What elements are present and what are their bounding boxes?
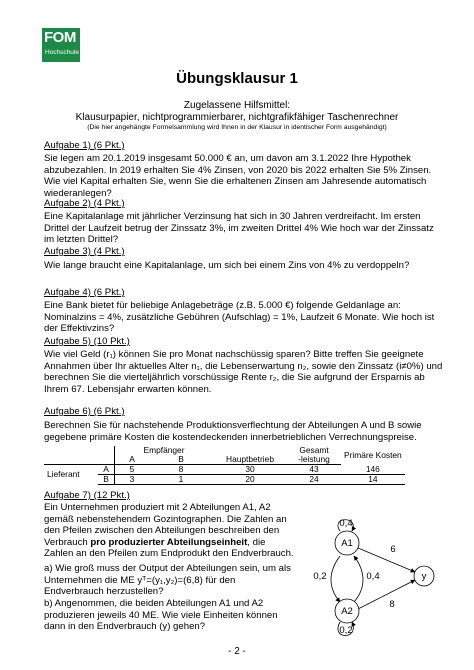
col-b-header: B (149, 455, 213, 465)
aufgabe-3-heading: Aufgabe 3) (4 Pkt.) (44, 246, 125, 257)
table-cell: 1 (149, 475, 213, 485)
logo-subtext: Hochschule (45, 49, 79, 56)
row-label: B (98, 475, 115, 485)
hilfsmittel-heading: Zugelassene Hilfsmittel: (183, 100, 291, 111)
aufgabe-2-text: Eine Kapitalanlage mit jährlicher Verzinsung hat sich in 30 Jahren verdreifacht. Im ersten Drittel der Laufzeit betrug der Zinssatz 3%, im zweiten Drittel 4% Wie hoch war der Zinssatz im letzten Drittel? (44, 211, 434, 245)
table-cell: 30 (245, 464, 255, 474)
node-a2-label: A2 (341, 606, 353, 617)
node-a1-label: A1 (341, 538, 353, 549)
col-a-header: A (115, 455, 150, 465)
gozintograph (300, 512, 450, 642)
table-cell: 3 (115, 475, 150, 485)
table-cell: 20 (213, 475, 287, 485)
self-loop-a1-label: 0,4 (339, 518, 353, 529)
aufgabe-7-question-b: b) Angenommen, die beiden Abteilungen A1 und A2 produzieren jeweils 40 ME. Wie viele Einheiten können dann in den Endverbrauch (y) gehen? (44, 598, 278, 632)
table-cell: 8 (178, 464, 184, 474)
table-cell: 146 (365, 463, 380, 474)
edge-a1-a2-label: 0,2 (313, 571, 327, 582)
aufgabe-6-heading: Aufgabe 6) (6 Pkt.) (44, 406, 125, 417)
primaer-header: Primäre Kosten (344, 449, 402, 460)
lieferant-label: Lieferant (47, 469, 80, 480)
edge-a1-y-label: 6 (390, 544, 396, 555)
table-cell: 5 (129, 464, 135, 474)
arrow-a1-a2 (331, 556, 340, 602)
aufgabe-1-heading: Aufgabe 1) (6 Pkt.) (44, 140, 125, 151)
aufgabe-7-intro: Ein Unternehmen produziert mit 2 Abteilungen A1, A2 gemäß nebenstehendem Gozintographen. Die Zahlen an den Pfeilen zwischen den Abteilungen beschreiben den Verbrauch pro produzierter Abteilungseinheit, die Zahlen an den Pfeilen zum Endprodukt den Endverbrauch. (44, 502, 294, 559)
hilfsmittel-line: Klausurpapier, nichtprogrammierbarer, nichtgrafikfähiger Taschenrechner (75, 112, 399, 123)
aufgabe-3-text: Wie lange braucht eine Kapitalanlage, um sich bei einem Zins von 4% zu verdoppeln? (44, 260, 410, 271)
table-cell: 24 (287, 475, 341, 485)
aufgabe-4-text: Eine Bank bietet für beliebige Anlagebeträge (z.B. 5.000 €) folgende Geldanlage an: Nominalzins = 4%, zusätzliche Gebühren (Aufschlag) = 1%, Laufzeit 6 Monate. Wie hoch ist der Effektivzins? (44, 300, 435, 334)
page-title: Übungsklausur 1 (176, 70, 298, 87)
page-number: - 2 - (228, 646, 246, 657)
hauptbetrieb-header: Hauptbetrieb (213, 455, 287, 465)
node-y-label: y (421, 571, 427, 582)
aufgabe-2-heading: Aufgabe 2) (4 Pkt.) (44, 198, 125, 209)
hilfsmittel-note: (Die hier angehängte Formelsammlung wird Ihnen in der Klausur in identischer Form ausgehändigt) (87, 124, 387, 131)
arrow-a2-y (358, 580, 415, 609)
aufgabe-5-text: Wie viel Geld (r₁) können Sie pro Monat nachschüssig sparen? Bitte treffen Sie geeignete Annahmen über Ihr aktuelles Alter n₁, die Lebenserwartung n₂, sowie den Zinssatz (i≠0%) und berechnen Sie die vierteljährlich vorschüssige Rente r₂, die Sie aufgrund der Ersparnis ab Ihrem 67. Lebensjahr erwarten können. (44, 349, 443, 395)
arrow-a2-a1 (354, 556, 363, 602)
gesamt-header-1: Gesamt (299, 445, 329, 455)
empfaenger-header: Empfänger (143, 445, 185, 455)
verflechtung-table (44, 446, 405, 485)
aufgabe-7-heading: Aufgabe 7) (12 Pkt.) (44, 490, 130, 501)
table-cell: 43 (309, 464, 319, 474)
aufgabe-7-question-a: a) Wie groß muss der Output der Abteilungen sein, um als Unternehmen die ME yᵀ=(y₁,y₂)=(6,8) für den Endverbrauch herzustellen? (44, 563, 291, 597)
logo-text: FOM (44, 29, 76, 46)
aufgabe-5-heading: Aufgabe 5) (10 Pkt.) (44, 336, 130, 347)
gesamt-header-2: -leistung (287, 455, 341, 465)
row-label: A (98, 465, 115, 475)
aufgabe-4-heading: Aufgabe 4) (6 Pkt.) (44, 287, 125, 298)
edge-a2-y-label: 8 (389, 599, 395, 610)
arrow-a1-y (358, 548, 415, 572)
fom-logo (42, 28, 80, 62)
aufgabe-6-text: Berechnen Sie für nachstehende Produktionsverflechtung der Abteilungen A und B sowie gegebene primäre Kosten die kostendeckenden innerbetrieblichen Verrechnungspreise. (44, 420, 422, 443)
aufgabe-1-text: Sie legen am 20.1.2019 insgesamt 50.000 € an, um davon am 3.1.2022 Ihre Hypothek abzubezahlen. In 2019 erhalten Sie 4% Zinsen, von 2020 bis 2022 erhalten Sie 5% Zinsen. Wie viel Kapital erhalten Sie, wenn Sie die erhaltenen Zinsen am Jahresende automatisch wiederanlegen? (44, 153, 432, 199)
table-cell: 14 (341, 475, 405, 485)
edge-a2-a1-label: 0,4 (366, 571, 380, 582)
self-loop-a2-label: 0,2 (339, 625, 353, 636)
